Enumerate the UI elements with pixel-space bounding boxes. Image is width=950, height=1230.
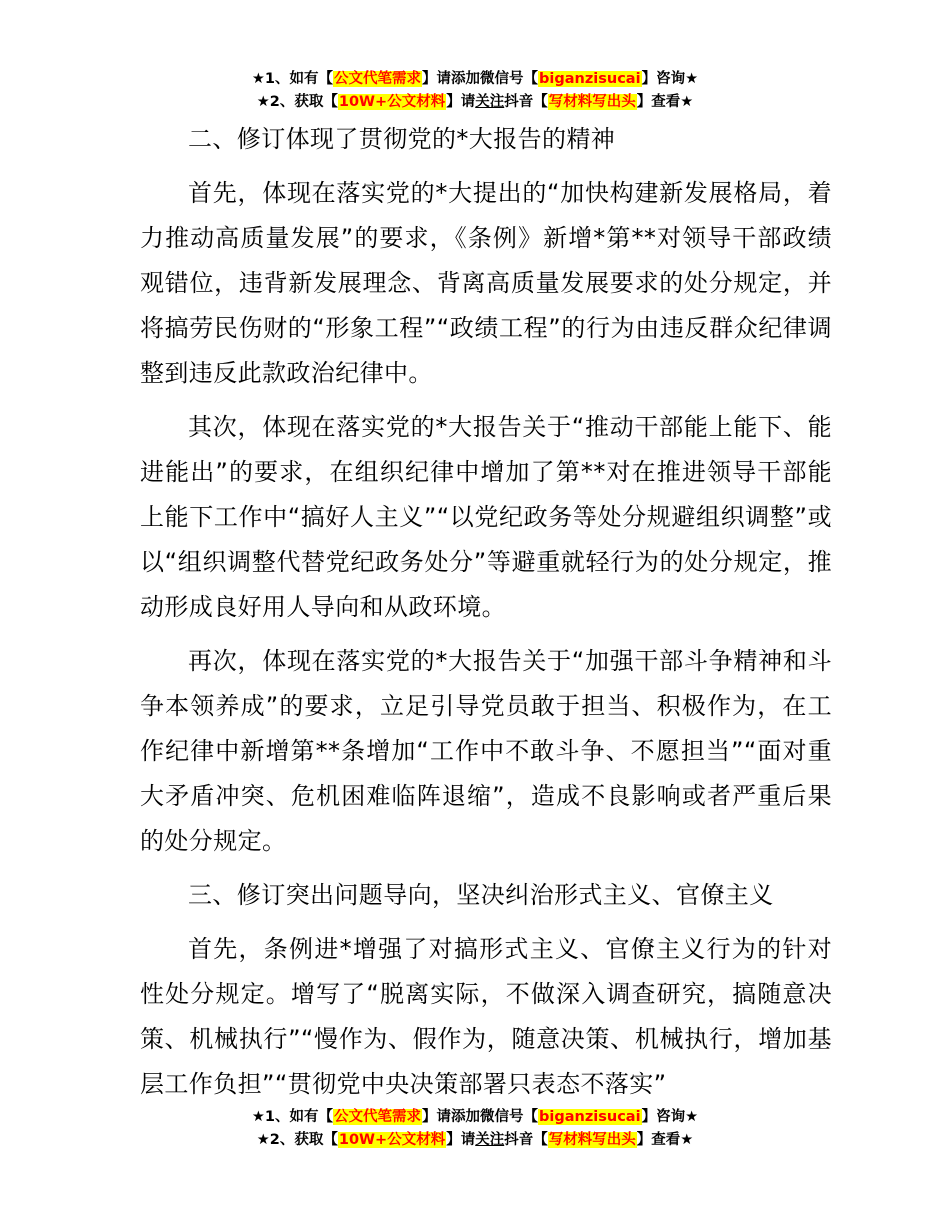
banner-text: 】咨询★ — [641, 1109, 699, 1125]
banner-text: ★1、如有【 — [251, 71, 334, 87]
banner-highlight: 公文代笔需求 — [334, 71, 422, 87]
banner-highlight: biganzisucai — [539, 1109, 641, 1125]
banner-highlight: biganzisucai — [539, 71, 641, 87]
banner-underlined-text: 关注 — [475, 1132, 505, 1148]
banner-text: 】查看★ — [636, 94, 694, 110]
document-body — [140, 117, 832, 1116]
banner-text: ★2、获取【 — [256, 94, 338, 110]
banner-highlight: 写材料写出头 — [548, 94, 636, 110]
banner-text: 】请添加微信号【 — [422, 71, 539, 87]
banner-underlined-text: 关注 — [475, 94, 505, 110]
banner-text: 】请 — [446, 1132, 476, 1148]
banner-text: 抖音【 — [504, 94, 548, 110]
section-heading: 二、修订体现了贯彻党的*大报告的精神 — [188, 125, 616, 153]
banner-text: ★2、获取【 — [256, 1132, 338, 1148]
banner-highlight: 10W+公文材料 — [338, 94, 446, 110]
header-banner — [0, 68, 950, 114]
banner-highlight: 写材料写出头 — [548, 1132, 636, 1148]
paragraph: 再次，体现在落实党的*大报告关于“加强干部斗争精神和斗争本领养成”的要求，立足引导党员敢于担当、积极作为，在工作纪律中新增第**条增加“工作中不敢斗争、不愿担当”“面对重大矛盾冲突、危机困难临阵退缩”，造成不良影响或者严重后果的处分规定。 — [140, 647, 832, 855]
paragraph: 其次，体现在落实党的*大报告关于“推动干部能上能下、能进能出”的要求，在组织纪律中增加了第**对在推进领导干部能上能下工作中“搞好人主义”“以党纪政务等处分规避组织调整”或以“组织调整代替党纪政务处分”等避重就轻行为的处分规定，推动形成良好用人导向和从政环境。 — [140, 413, 832, 621]
section-heading: 三、修订突出问题导向，坚决纠治形式主义、官僚主义 — [188, 881, 774, 909]
banner-line-2 — [0, 1129, 950, 1152]
banner-line-2 — [0, 91, 950, 114]
banner-text: 】查看★ — [636, 1132, 694, 1148]
banner-line-1 — [0, 68, 950, 91]
banner-text: ★1、如有【 — [251, 1109, 334, 1125]
banner-line-1 — [0, 1106, 950, 1129]
paragraph: 首先，体现在落实党的*大提出的“加快构建新发展格局，着力推动高质量发展”的要求，《条例》新增*第**对领导干部政绩观错位，违背新发展理念、背离高质量发展要求的处分规定，并将搞劳民伤财的“形象工程”“政绩工程”的行为由违反群众纪律调整到违反此款政治纪律中。 — [140, 179, 832, 387]
paragraph: 首先，条例进*增强了对搞形式主义、官僚主义行为的针对性处分规定。增写了“脱离实际，不做深入调查研究，搞随意决策、机械执行”“慢作为、假作为，随意决策、机械执行，增加基层工作负担”“贯彻党中央决策部署只表态不落实” — [140, 935, 832, 1098]
banner-highlight: 10W+公文材料 — [338, 1132, 446, 1148]
banner-text: 】请添加微信号【 — [422, 1109, 539, 1125]
banner-highlight: 公文代笔需求 — [334, 1109, 422, 1125]
banner-text: 抖音【 — [504, 1132, 548, 1148]
footer-banner — [0, 1106, 950, 1152]
banner-text: 】请 — [446, 94, 476, 110]
banner-text: 】咨询★ — [641, 71, 699, 87]
